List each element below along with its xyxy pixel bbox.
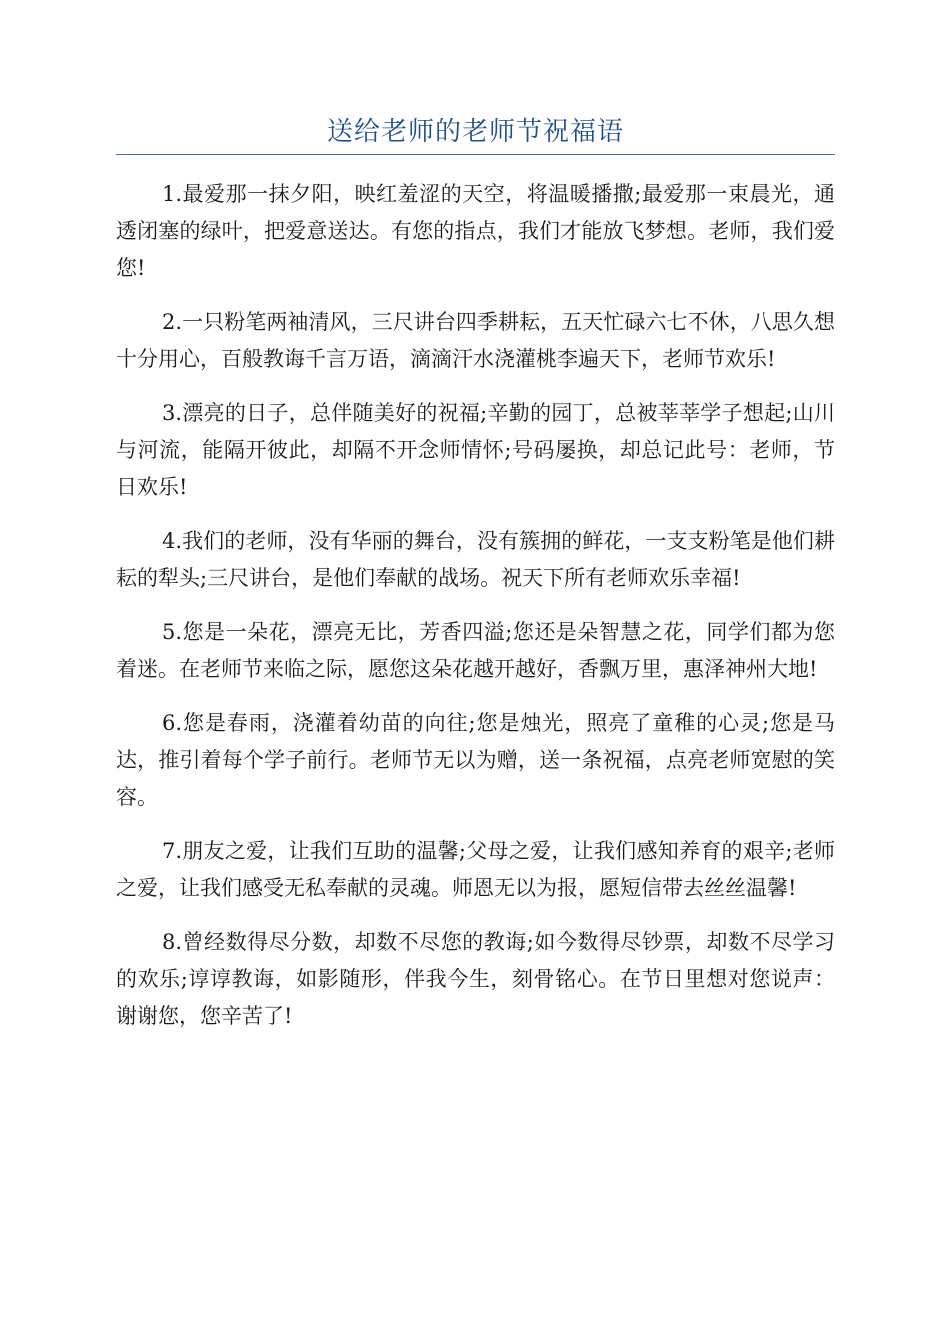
blessing-paragraph-2: 2.一只粉笔两袖清风，三尺讲台四季耕耘，五天忙碌六七不休，八思久想十分用心，百般教诲千言万语，滴滴汗水浇灌桃李遍天下，老师节欢乐! [116, 310, 835, 371]
blessing-paragraph-1: 1.最爱那一抹夕阳，映红羞涩的天空，将温暖播撒;最爱那一束晨光，通透闭塞的绿叶，把爱意送达。有您的指点，我们才能放飞梦想。老师，我们爱您! [116, 182, 835, 280]
blessing-paragraph-7: 7.朋友之爱，让我们互助的温馨;父母之爱，让我们感知养育的艰辛;老师之爱，让我们感受无私奉献的灵魂。师恩无以为报，愿短信带去丝丝温馨! [116, 839, 835, 900]
blessing-paragraph-4: 4.我们的老师，没有华丽的舞台，没有簇拥的鲜花，一支支粉笔是他们耕耘的犁头;三尺讲台，是他们奉献的战场。祝天下所有老师欢乐幸福! [116, 529, 835, 590]
blessing-paragraph-6: 6.您是春雨，浇灌着幼苗的向往;您是烛光，照亮了童稚的心灵;您是马达，推引着每个学子前行。老师节无以为赠，送一条祝福，点亮老师宽慰的笑容。 [116, 711, 835, 809]
blessing-paragraph-8: 8.曾经数得尽分数，却数不尽您的教诲;如今数得尽钞票，却数不尽学习的欢乐;谆谆教诲，如影随形，伴我今生，刻骨铭心。在节日里想对您说声：谢谢您，您辛苦了! [116, 930, 835, 1028]
blessing-paragraph-3: 3.漂亮的日子，总伴随美好的祝福;辛勤的园丁，总被莘莘学子想起;山川与河流，能隔开彼此，却隔不开念师情怀;号码屡换，却总记此号：老师，节日欢乐! [116, 401, 835, 499]
page-title: 送给老师的老师节祝福语 [326, 117, 624, 147]
document-body [116, 176, 835, 1052]
title-divider [116, 154, 835, 155]
blessing-paragraph-5: 5.您是一朵花，漂亮无比，芳香四溢;您还是朵智慧之花，同学们都为您着迷。在老师节来临之际，愿您这朵花越开越好，香飘万里，惠泽神州大地! [116, 620, 835, 681]
